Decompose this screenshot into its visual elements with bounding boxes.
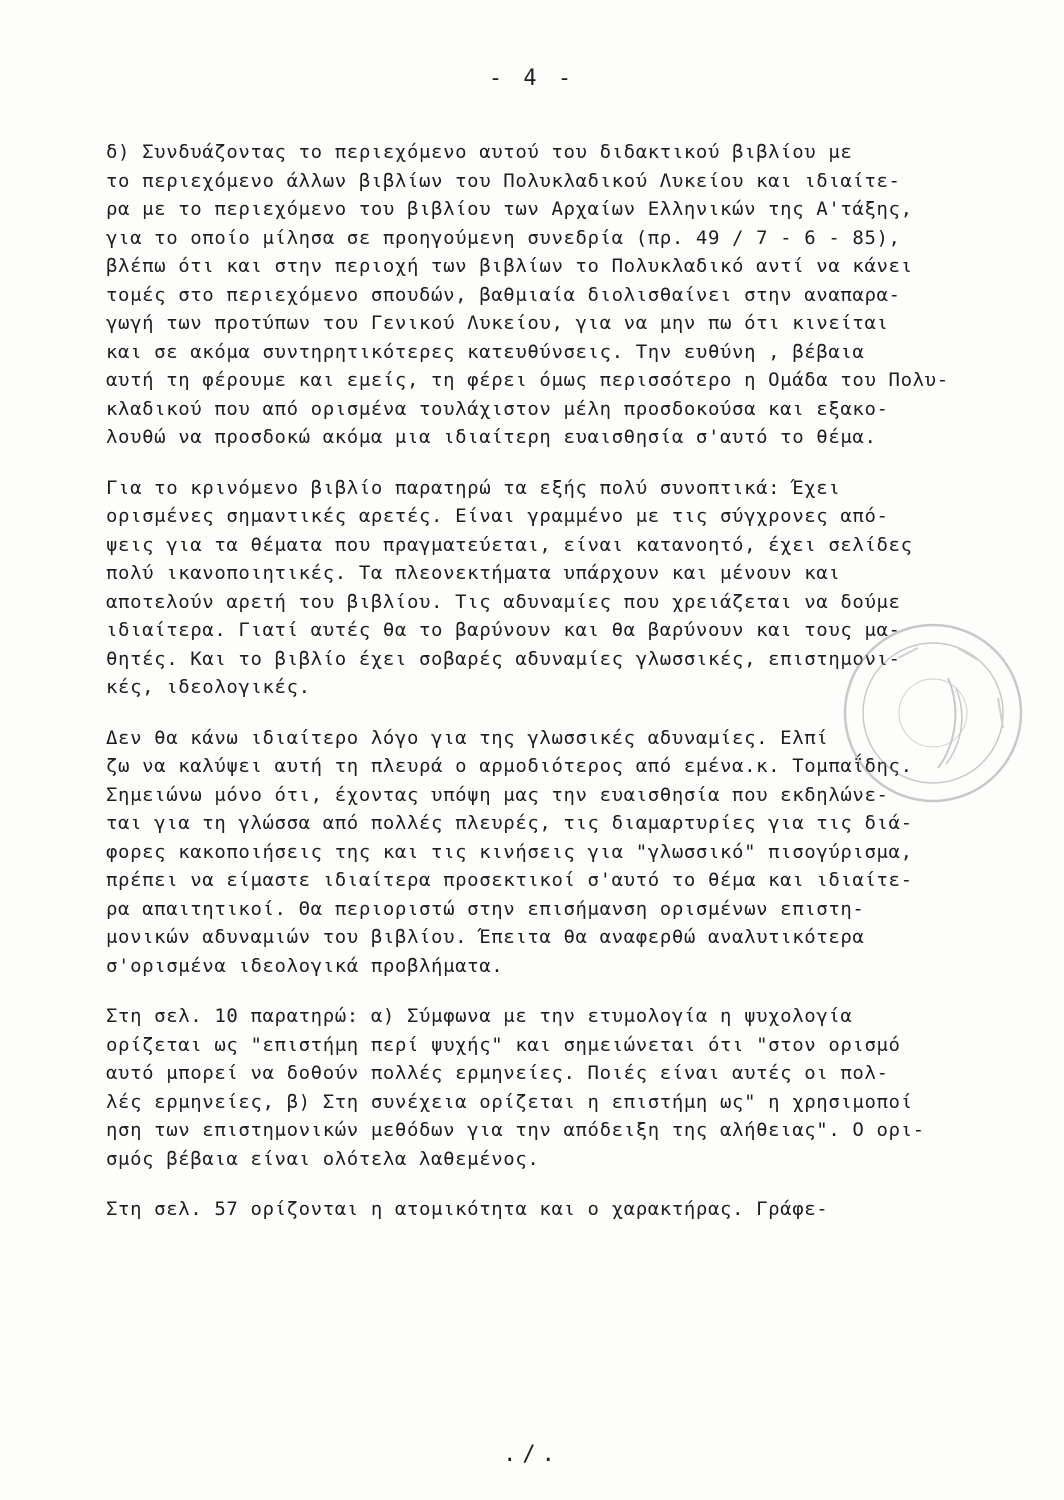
text-line: ρα απαιτητικοί. Θα περιοριστώ στην επισήμανση ορισμένων επιστη- [106,897,865,920]
text-line: σ'ορισμένα ιδεολογικά προβλήματα. [106,954,504,977]
text-line: ται για τη γλώσσα από πολλές πλευρές, τις διαμαρτυρίες για τις διά- [106,812,913,834]
text-line: δ) Συνδυάζοντας το περιεχόμενο αυτού του διδακτικού βιβλίου με [106,141,853,163]
text-line: αυτή τη φέρουμε και εμείς, τη φέρει όμως περισσότερο η Ομάδα του Πολυ- [106,369,949,391]
text-line: μονικών αδυναμιών του βιβλίου. Έπειτα θα αναφερθώ αναλυτικότερα [106,926,865,948]
text-line: ηση των επιστημονικών μεθόδων για την απόδειξη της αλήθειας". Ο ορι- [106,1119,925,1141]
text-line: φορες κακοποιήσεις της και τις κινήσεις για "γλωσσικό" πισογύρισμα, [106,840,913,863]
text-line: τομές στο περιεχόμενο σπουδών, βαθμιαία διολισθαίνει στην αναπαρα- [106,283,901,306]
text-line: ορισμένες σημαντικές αρετές. Είναι γραμμένο με τις σύγχρονες από- [106,505,889,527]
text-line: ορίζεται ως "επιστήμη περί ψυχής" και σημειώνεται ότι "στον ορισμό [106,1033,901,1056]
text-line: λουθώ να προσδοκώ ακόμα μια ιδιαίτερη ευαισθησία σ'αυτό το θέμα. [106,426,877,448]
text-line: ψεις για τα θέματα που πραγματεύεται, είναι κατανοητό, έχει σελίδες [106,533,913,556]
paragraph-4 [106,1002,1026,1173]
rubber-stamp-icon [838,618,1028,808]
text-line: και σε ακόμα συντηρητικότερες κατευθύνσεις. Την ευθύνη , βέβαια [106,340,865,363]
text-line: Σημειώνω μόνο ότι, έχοντας υπόψη μας την ευαισθησία που εκδηλώνε- [106,783,889,806]
text-line: ρα με το περιεχόμενο του βιβλίου των Αρχαίων Ελληνικών της Α'τάξης, [106,198,913,220]
text-line: αυτό μπορεί να δοθούν πολλές ερμηνείες. Ποιές είναι αυτές οι πολ- [106,1062,889,1084]
text-line: πολύ ικανοποιητικές. Τα πλεονεκτήματα υπάρχουν και μένουν και [106,562,841,584]
text-line: γωγή των προτύπων του Γενικού Λυκείου, για να μην πω ότι κινείται [106,312,889,334]
text-line: πρέπει να είμαστε ιδιαίτερα προσεκτικοί σ'αυτό το θέμα και ιδιαίτε- [106,869,913,891]
text-line: για το οποίο μίλησα σε προηγούμενη συνεδρία (πρ. 49 / 7 - 6 - 85), [106,226,901,249]
text-line: κές, ιδεολογικές. [106,676,311,698]
paragraph-5 [106,1195,1026,1224]
paragraph-1 [106,138,1026,452]
text-line: βλέπω ότι και στην περιοχή των βιβλίων το Πολυκλαδικό αντί να κάνει [106,255,913,277]
text-line: κλαδικού που από ορισμένα τουλάχιστον μέλη προσδοκούσα και εξακο- [106,397,889,420]
text-line: το περιεχόμενο άλλων βιβλίων του Πολυκλαδικού Λυκείου και ιδιαίτε- [106,169,901,192]
text-line: ιδιαίτερα. Γιατί αυτές θα το βαρύνουν και θα βαρύνουν και τους μα- [106,619,901,641]
text-line: Στη σελ. 57 ορίζονται η ατομικότητα και ο χαρακτήρας. Γράφε- [106,1198,829,1220]
text-line: Στη σελ. 10 παρατηρώ: α) Σύμφωνα με την ετυμολογία η ψυχολογία [106,1005,853,1027]
page-number: - 4 - [488,66,576,91]
text-line: ζω να καλύψει αυτή τη πλευρά ο αρμοδιότερος από εμένα.κ. Τομπαΐδης. [106,755,913,777]
text-line: σμός βέβαια είναι ολότελα λαθεμένος. [106,1147,540,1170]
text-line: λές ερμηνείες, β) Στη συνέχεια ορίζεται η επιστήμη ως" η χρησιμοποί [106,1090,913,1113]
text-line: αποτελούν αρετή του βιβλίου. Τις αδυναμίες που χρειάζεται να δούμε [106,590,901,613]
text-line: θητές. Και το βιβλίο έχει σοβαρές αδυναμίες γλωσσικές, επιστημονι- [106,647,901,670]
text-line: Για το κρινόμενο βιβλίο παρατηρώ τα εξής πολύ συνοπτικά: Έχει [106,476,841,499]
text-line: Δεν θα κάνω ιδιαίτερο λόγο για της γλωσσικές αδυναμίες. Ελπί [106,726,829,749]
continuation-mark: ./. [503,1442,561,1467]
